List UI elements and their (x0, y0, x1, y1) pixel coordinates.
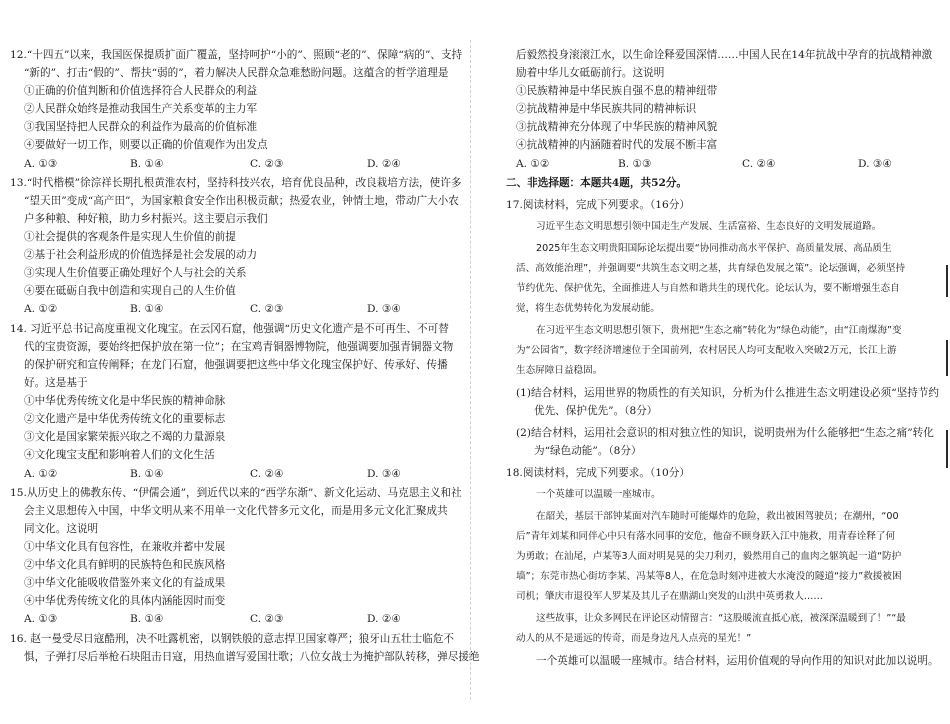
q17-material-line: 活、高效能治理”，并强调要“共筑生态文明之基，共育绿色发展之策”。论坛强调，必须坚持 (516, 263, 906, 274)
q15-option-c: C. ②③ (250, 613, 284, 625)
q16-line: 励着中华儿女砥砺前行。这说明 (516, 67, 665, 79)
q17-question-1: (1)结合材料，运用世界的物质性的有关知识，分析为什么推进生态文明建设必须“坚持节约 (516, 387, 939, 399)
q18-material-line: 后”青年刘某和同伴心中只有落水同事的安危，他奋不顾身跃入江中施救，用青春诠释了何 (516, 531, 896, 542)
q13-choice: ②基于社会利益形成的价值选择是社会发展的动力 (24, 249, 258, 261)
section-two-heading: 二、非选择题：本题共4题，共52分。 (506, 177, 688, 189)
q16-choice: ③抗战精神充分体现了中华民族的精神风貌 (516, 121, 718, 133)
scan-edge-mark (946, 265, 948, 297)
q17-question-2: (2)结合材料，运用社会意识的相对独立性的知识，说明贵州为什么能够把“生态之痛”转化 (516, 427, 934, 439)
q13-option-c: C. ②③ (250, 303, 284, 315)
q15-option-d: D. ②④ (367, 613, 401, 625)
q13-option-a: A. ①② (24, 303, 58, 315)
q16-line: 惧，子弹打尽后举枪石块阻击日寇，用热血谱写爱国壮歌；八位女战士为掩护部队转移，弹尽援绝 (24, 651, 480, 663)
q17-question-1: 优先、保护优先”。（8分） (534, 405, 658, 417)
q17-material-line: 2025年生态文明贵阳国际论坛提出要“协同推动高水平保护、高质量发展、高品质生 (536, 243, 892, 254)
q16-option-d: D. ③④ (858, 158, 892, 170)
q18-question: 一个英雄可以温暖一座城市。结合材料，运用价值观的导向作用的知识对此加以说明。 (536, 655, 939, 667)
q14-choice: ①中华优秀传统文化是中华民族的精神命脉 (24, 395, 226, 407)
q17-material-line: 节约优先、保护优先，全面推进人与自然和谐共生的现代化。论坛认为，要不断增强生态自 (516, 283, 900, 294)
q12-choice: ④要做好一切工作，则要以正确的价值观作为出发点 (24, 139, 268, 151)
q12-line: 12.“十四五”以来，我国医保提质扩面广覆盖，坚持呵护“小的”、照顾“老的”、保障“病的”、支持 (10, 49, 463, 61)
q18-material-line: 一个英雄可以温暖一座城市。 (536, 489, 661, 500)
q13-line: 13.“时代楷模”徐淙祥长期扎根黄淮农村，坚持科技兴农，培育优良品种，改良栽培方法，使许多 (10, 177, 462, 189)
q18-material-line: 这些故事，让众多网民在评论区动情留言：“这股暖流直抵心底，被深深温暖到了！”“最 (536, 613, 906, 624)
q17-heading: 17.阅读材料，完成下列要求。（16分） (506, 199, 690, 211)
q14-option-a: A. ①② (24, 468, 58, 480)
q13-option-d: D. ③④ (367, 303, 401, 315)
q13-choice: ①社会提供的客观条件是实现人生价值的前提 (24, 231, 236, 243)
q12-option-c: C. ②③ (250, 158, 284, 170)
q18-material-line: 动人的从不是遥远的传奇，而是身边凡人点亮的星光！” (516, 633, 752, 644)
q16-choice: ①民族精神是中华民族自强不息的精神纽带 (516, 85, 718, 97)
q16-line: 16. 赵一曼受尽日寇酷刑，决不吐露机密，以钢铁般的意志捍卫国家尊严；狼牙山五壮士临危不 (10, 633, 454, 645)
q14-option-d: D. ③④ (367, 468, 401, 480)
q16-option-b: B. ①③ (618, 158, 652, 170)
q12-option-a: A. ①③ (24, 158, 58, 170)
q17-material-line: 在习近平生态文明思想引领下，贵州把“生态之痛”转化为“绿色动能”，由“江南煤海”变 (536, 325, 902, 336)
q14-line: 好。这是基于 (24, 377, 88, 389)
q12-option-d: D. ②④ (367, 158, 401, 170)
q17-material-line: 觉，将生态优势转化为发展动能。 (516, 303, 660, 314)
q12-choice: ②人民群众始终是推动我国生产关系变革的主力军 (24, 103, 258, 115)
q15-choice: ①中华文化具有包容性，在兼收并蓄中发展 (24, 541, 226, 553)
right-column (476, 0, 950, 724)
q17-material-line: 习近平生态文明思想引领中国走生产发展、生活富裕、生态良好的文明发展道路。 (536, 221, 882, 232)
q12-choice: ③我国坚持把人民群众的利益作为最高的价值标准 (24, 121, 258, 133)
q17-material-line: 生态屏障日益稳固。 (516, 365, 603, 376)
q13-line: 户多种粮、种好粮，助力乡村振兴。这主要启示我们 (24, 213, 268, 225)
q15-choice: ④中华优秀传统文化的具体内涵能因时而变 (24, 595, 226, 607)
q14-choice: ②文化遗产是中华优秀传统文化的重要标志 (24, 413, 226, 425)
q18-heading: 18.阅读材料，完成下列要求。（10分） (506, 467, 690, 479)
q17-question-2: 为“绿色动能”。（8分） (534, 445, 642, 457)
q14-choice: ④文化瑰宝支配和影响着人们的文化生活 (24, 449, 215, 461)
q15-option-b: B. ①④ (130, 613, 164, 625)
q13-choice: ④要在砥砺自我中创造和实现自己的人生价值 (24, 285, 236, 297)
q15-line: 15.从历史上的佛教东传、“伊儒会通”，到近代以来的“西学东渐”、新文化运动、马克思主义和社 (10, 487, 462, 499)
q14-line: 的保护研究和宣传阐释；在龙门石窟，他强调要把这些中华文化瑰宝保护好、传承好、传播 (24, 359, 448, 371)
q18-material-line: 为勇敢；在汕尾，卢某等3人面对明晃晃的尖刀利刃，毅然用自己的血肉之躯筑起一道“防护 (516, 551, 902, 562)
q14-choice: ③文化是国家繁荣振兴取之不竭的力量源泉 (24, 431, 226, 443)
q15-choice: ③中华文化能吸收借鉴外来文化的有益成果 (24, 577, 226, 589)
q14-option-c: C. ②④ (250, 468, 284, 480)
column-divider (470, 40, 472, 700)
scan-edge-mark (946, 430, 948, 468)
q14-line: 14. 习近平总书记高度重视文化瑰宝。在云冈石窟，他强调“历史文化遗产是不可再生、不可替 (10, 323, 449, 335)
q13-choice: ③实现人生价值要正确处理好个人与社会的关系 (24, 267, 247, 279)
q12-choice: ①正确的价值判断和价值选择符合人民群众的利益 (24, 85, 258, 97)
q14-line: 代的宝贵资源，要始终把保护放在第一位”；在宝鸡青铜器博物院，他强调要加强青铜器文物 (24, 341, 454, 353)
q15-option-a: A. ①③ (24, 613, 58, 625)
q17-material-line: 为“公园省”，数字经济增速位于全国前列，农村居民人均可支配收入突破2万元，长江上游 (516, 345, 897, 356)
q18-material-line: 墙”；东莞市热心街坊李某、冯某等8人，在危急时刻冲进被大水淹没的隧道“接力”救援被困 (516, 571, 902, 582)
q12-line: “新的”、打击“假的”、帮扶“弱的”，着力解决人民群众急难愁盼问题。这蕴含的哲学道理是 (24, 67, 449, 79)
q16-line: 后毅然投身滚滚江水，以生命诠释爱国深情……中国人民在14年抗战中孕育的抗战精神激 (516, 49, 933, 61)
q16-choice: ④抗战精神的内涵随着时代的发展不断丰富 (516, 139, 718, 151)
q16-option-a: A. ①② (516, 158, 550, 170)
q15-line: 会主义思想传入中国，中华文明从来不用单一文化代替多元文化，而是用多元文化汇聚成共 (24, 505, 448, 517)
q16-option-c: C. ②④ (742, 158, 776, 170)
q13-line: “望天田”变成“高产田”，为国家粮食安全作出积极贡献；热爱农业，钟情土地，带动广大小农 (24, 195, 459, 207)
q15-line: 同文化。这说明 (24, 523, 99, 535)
scan-edge-mark (946, 340, 948, 376)
q13-option-b: B. ①④ (130, 303, 164, 315)
q12-option-b: B. ①④ (130, 158, 164, 170)
q18-material-line: 司机；肇庆市退役军人罗某及其儿子在鼎湖山突发的山洪中英勇救人…… (516, 591, 823, 602)
q18-material-line: 在韶关，基层干部钟某面对汽车随时可能爆炸的危险，救出被困驾驶员；在潮州，“00 (536, 511, 899, 522)
q16-choice: ②抗战精神是中华民族共同的精神标识 (516, 103, 697, 115)
q14-option-b: B. ①④ (130, 468, 164, 480)
q15-choice: ②中华文化具有鲜明的民族特色和民族风格 (24, 559, 226, 571)
